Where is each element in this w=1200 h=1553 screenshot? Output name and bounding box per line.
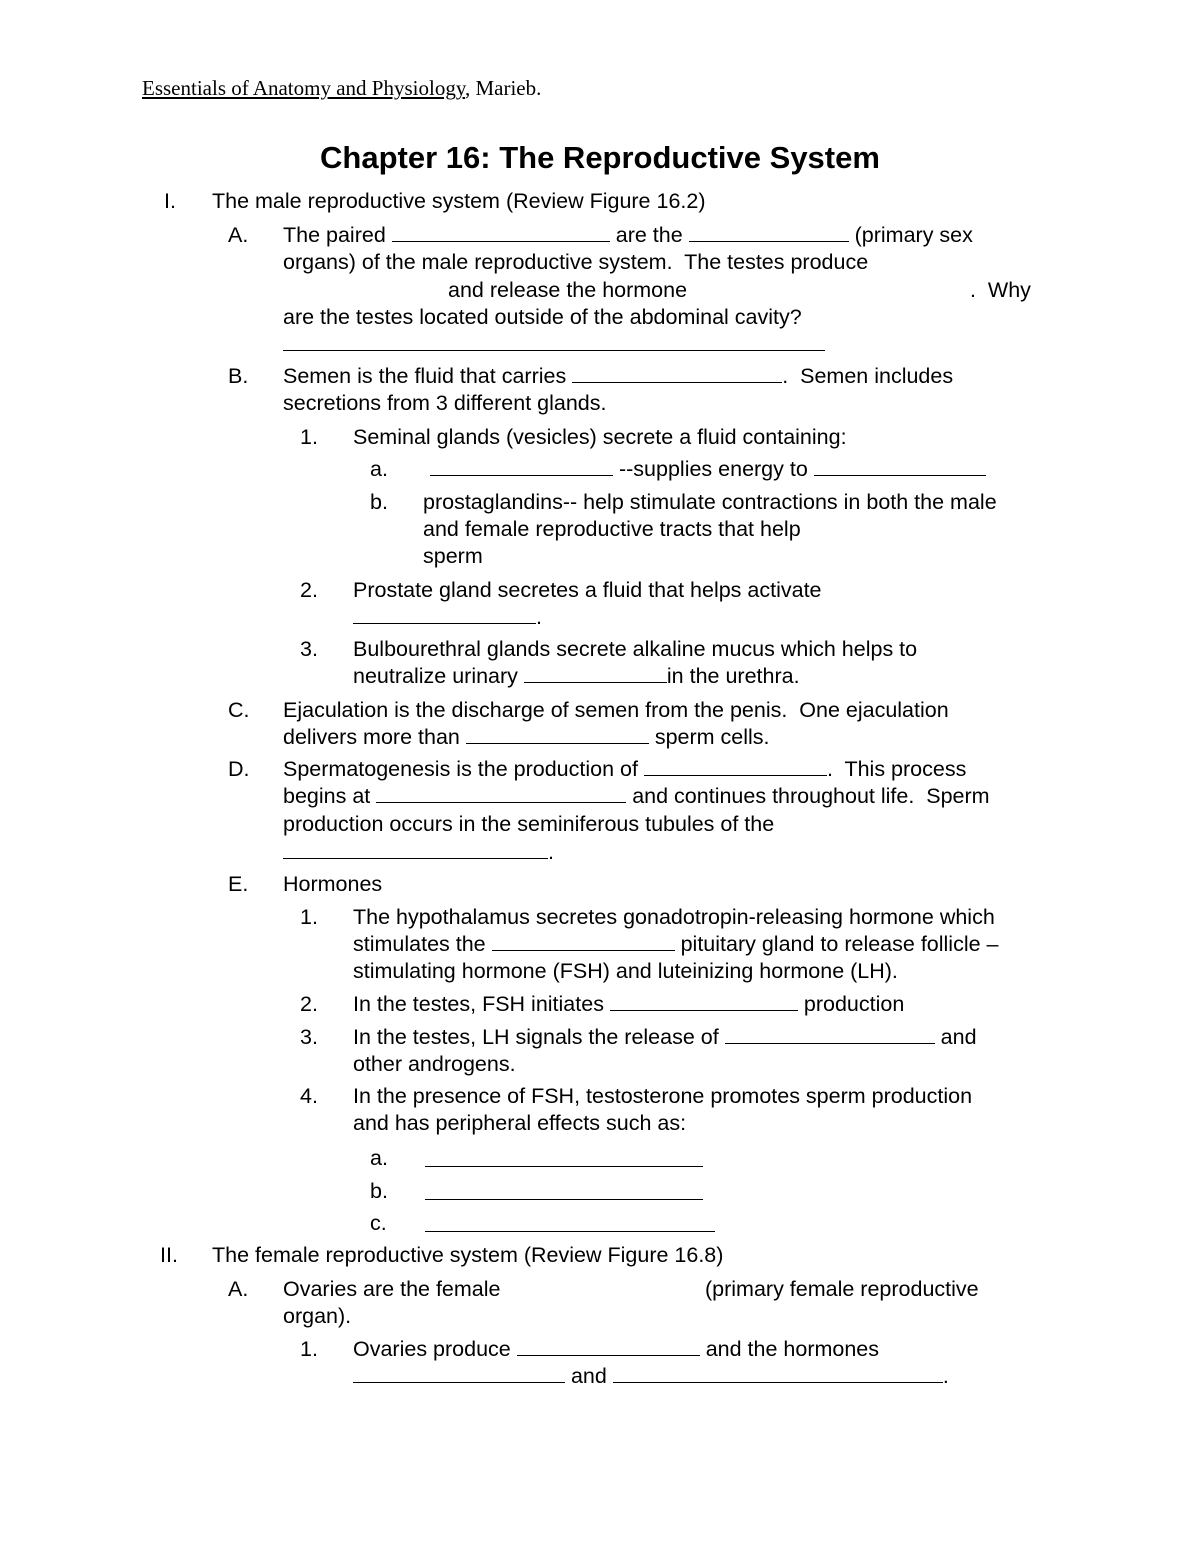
question-line: . Why	[970, 278, 1031, 302]
item-marker: b.	[370, 1179, 388, 1203]
page-header	[142, 76, 541, 101]
item-marker: 2.	[300, 578, 318, 602]
item-marker: C.	[228, 698, 250, 722]
question-line: In the testes, LH signals the release of and	[353, 1025, 977, 1049]
chapter-title: Chapter 16: The Reproductive System	[320, 140, 880, 175]
answer-blank[interactable]	[353, 603, 536, 624]
answer-blank[interactable]	[425, 1179, 703, 1200]
section-heading: The male reproductive system (Review Figure 16.2)	[212, 189, 706, 213]
question-line: and female reproductive tracts that help	[423, 517, 801, 541]
answer-blank[interactable]	[466, 723, 649, 744]
section-marker: II.	[160, 1243, 178, 1267]
question-line: --supplies energy to	[430, 455, 986, 483]
item-marker: a.	[370, 457, 388, 481]
item-marker: 4.	[300, 1084, 318, 1108]
question-line: neutralize urinary in the urethra.	[353, 664, 800, 688]
answer-blank[interactable]	[644, 755, 827, 776]
answer-blank[interactable]	[425, 1211, 715, 1232]
question-line: organs) of the male reproductive system. The testes produce	[283, 250, 869, 274]
item-marker: 1.	[300, 425, 318, 449]
item-marker: b.	[370, 490, 388, 514]
question-line: sperm	[423, 544, 483, 568]
answer-blank[interactable]	[725, 1023, 935, 1044]
answer-blank[interactable]	[610, 990, 798, 1011]
section-marker: I.	[164, 189, 176, 213]
answer-blank[interactable]	[613, 1362, 943, 1383]
question-line: Seminal glands (vesicles) secrete a fluid containing:	[353, 425, 847, 449]
answer-blank[interactable]	[283, 838, 548, 859]
question-line: The paired are the (primary sex	[283, 223, 973, 247]
question-line: The hypothalamus secretes gonadotropin-releasing hormone which	[353, 905, 995, 929]
item-marker: E.	[228, 872, 249, 896]
answer-blank[interactable]	[376, 782, 626, 803]
question-line: other androgens.	[353, 1052, 516, 1076]
item-marker: 2.	[300, 992, 318, 1016]
question-line: organ).	[283, 1304, 352, 1328]
question-line: and .	[353, 1362, 949, 1390]
answer-blank[interactable]	[492, 930, 675, 951]
question-line: (primary female reproductive	[705, 1277, 979, 1301]
question-line: .	[353, 603, 542, 631]
question-line: Ovaries are the female	[283, 1277, 501, 1301]
item-marker: a.	[370, 1146, 388, 1170]
question-line: Prostate gland secretes a fluid that helps activate	[353, 578, 822, 602]
answer-blank[interactable]	[283, 330, 825, 351]
answer-blank[interactable]	[814, 455, 986, 476]
question-line: secretions from 3 different glands.	[283, 391, 607, 415]
question-line: are the testes located outside of the abdominal cavity?	[283, 305, 802, 329]
question-line: Spermatogenesis is the production of . This process	[283, 757, 967, 781]
question-line: Ovaries produce and the hormones	[353, 1337, 880, 1361]
question-line: .	[283, 838, 554, 866]
question-line: In the testes, FSH initiates production	[353, 992, 905, 1016]
book-author: , Marieb.	[464, 76, 542, 100]
item-marker: 3.	[300, 637, 318, 661]
item-marker: A.	[228, 1277, 249, 1301]
answer-blank[interactable]	[353, 1362, 565, 1383]
book-title: Essentials of Anatomy and Physiology	[142, 76, 465, 100]
item-marker: 3.	[300, 1025, 318, 1049]
question-line: Ejaculation is the discharge of semen from the penis. One ejaculation	[283, 698, 949, 722]
question-line: and has peripheral effects such as:	[353, 1111, 687, 1135]
answer-blank[interactable]	[425, 1146, 703, 1167]
question-line: delivers more than sperm cells.	[283, 725, 770, 749]
question-line: prostaglandins-- help stimulate contractions in both the male	[423, 490, 997, 514]
answer-blank[interactable]	[524, 662, 667, 683]
section-heading: The female reproductive system (Review Figure 16.8)	[212, 1243, 724, 1267]
question-line: stimulates the pituitary gland to release follicle –	[353, 932, 999, 956]
item-marker: B.	[228, 364, 249, 388]
item-marker: 1.	[300, 905, 318, 929]
question-line: and release the hormone	[448, 278, 688, 302]
question-line: Hormones	[283, 872, 383, 896]
question-line: In the presence of FSH, testosterone promotes sperm production	[353, 1084, 973, 1108]
answer-blank[interactable]	[392, 221, 610, 242]
question-line: Bulbourethral glands secrete alkaline mucus which helps to	[353, 637, 918, 661]
answer-blank[interactable]	[572, 362, 782, 383]
answer-blank[interactable]	[689, 221, 849, 242]
question-line: begins at and continues throughout life. Sperm	[283, 784, 990, 808]
item-marker: D.	[228, 757, 250, 781]
question-line: production occurs in the seminiferous tubules of the	[283, 812, 775, 836]
answer-blank[interactable]	[517, 1335, 700, 1356]
item-marker: c.	[370, 1211, 387, 1235]
item-marker: A.	[228, 223, 249, 247]
answer-blank[interactable]	[430, 455, 613, 476]
item-marker: 1.	[300, 1337, 318, 1361]
question-line: stimulating hormone (FSH) and luteinizing hormone (LH).	[353, 959, 898, 983]
question-line: Semen is the fluid that carries . Semen includes	[283, 364, 954, 388]
